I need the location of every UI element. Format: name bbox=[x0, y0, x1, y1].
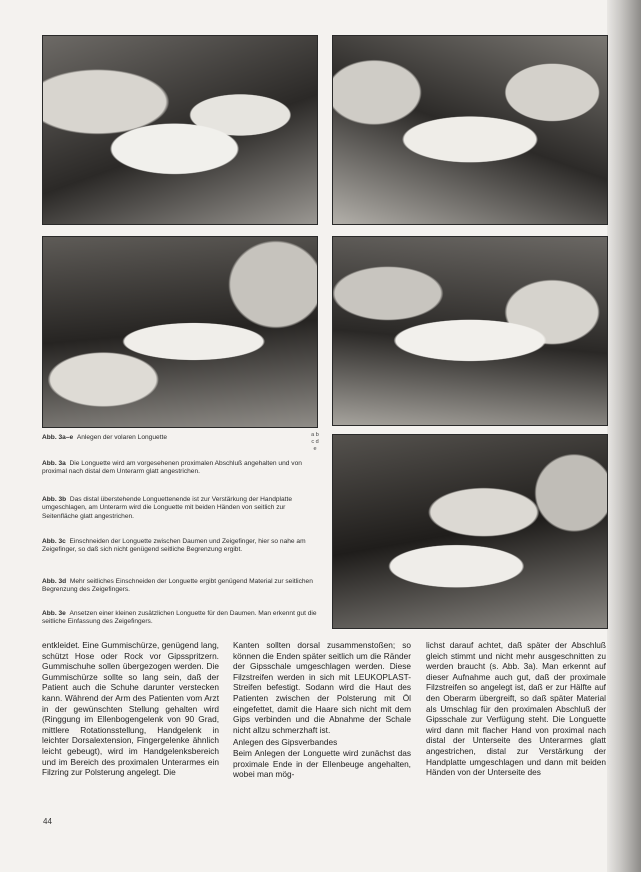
caption-main bbox=[42, 434, 302, 442]
section-heading: Anlegen des Gipsverbandes bbox=[233, 737, 338, 748]
photo-3c bbox=[42, 236, 318, 428]
photo-3b bbox=[332, 35, 608, 225]
body-column-2 bbox=[233, 640, 411, 780]
caption-3d-label: Abb. 3d bbox=[42, 578, 67, 585]
mark-row-3: e bbox=[313, 446, 317, 452]
body-column-3 bbox=[426, 640, 606, 778]
caption-3c-label: Abb. 3c bbox=[42, 538, 66, 545]
caption-3c-text: Einschneiden der Longuette zwischen Daumen und Zeigefinger, hier so nahe am Zeigefinger, so daß sich nicht genügend seitliche Begrenzung ergibt. bbox=[42, 538, 306, 554]
caption-3b bbox=[42, 496, 318, 521]
caption-3c bbox=[42, 538, 318, 555]
photo-3e bbox=[332, 434, 608, 629]
body-column-1 bbox=[42, 640, 219, 778]
caption-3e-label: Abb. 3e bbox=[42, 610, 66, 617]
page-number: 44 bbox=[43, 817, 52, 826]
caption-main-text: Anlegen der volaren Longuette bbox=[76, 434, 168, 441]
body-paragraph-3: Beim Anlegen der Longuette wird zunächst das proximale Ende in der Ellenbeuge angehalten, wobei man mög- bbox=[233, 747, 411, 780]
mark-row-1: a b bbox=[311, 432, 319, 438]
caption-3b-text: Das distal überstehende Longuettenende ist zur Verstärkung der Handplatte umgeschlagen, am Unterarm wird die Longuette mit beiden Händen von seitlich zur Seitenfläche glatt angestrichen. bbox=[42, 496, 292, 520]
body-paragraph-1: entkleidet. Eine Gummischürze, genügend lang, schützt Hose oder Rock vor Gipsspritzern. Gummischuhe sollen übergezogen werden. Die Gummischürze sollte so lang sein, daß der Patient auch die Schuhe darunter verstecken kann. Während der Arm des Patienten vom Arzt in der gewünschten Stellung gehalten wird (Ringgung im Ellenbogengelenk von 90 Grad, mittlere Rotationsstellung, Handgelenk in leichter Dorsalextension, Fingergelenke ähnlich leicht gebeugt), wird im Handgelenksbereich und im Bereich des proximalen Unterarmes ein Filzring zur Polsterung angelegt. Die bbox=[42, 640, 219, 778]
photo-3a bbox=[42, 35, 318, 225]
caption-3d bbox=[42, 578, 318, 595]
body-paragraph-4: lichst darauf achtet, daß später der Abschluß gleich stimmt und nicht mehr ausgeschnitten zu werden braucht (s. Abb. 3a). Man erkennt auf dieser Aufnahme auch gut, daß der proximale Filzstreifen so angelegt ist, daß er zur Hälfte auf den Oberarm übergreift, so daß später Material als Umschlag für den proximalen Abschluß der Gipsschale zur Verfügung steht. Die Longuette wird dann mit flacher Hand von proximal nach distal der Unterseite des Unterarmes glatt angestrichen, distal zur Verstärkung der Handplatte umgeschlagen und dann mit beiden Händen von der Unterseite des bbox=[426, 640, 606, 778]
caption-3e bbox=[42, 610, 318, 627]
caption-3e-text: Ansetzen einer kleinen zusätzlichen Longuette für den Daumen. Man erkennt gut die seitliche Einfassung des Zeigefingers. bbox=[42, 610, 317, 626]
caption-3d-text: Mehr seitliches Einschneiden der Longuette ergibt genügend Material zur seitlichen Begrenzung des Zeigefingers. bbox=[42, 578, 313, 594]
binding-shadow bbox=[607, 0, 641, 872]
caption-3b-label: Abb. 3b bbox=[42, 496, 67, 503]
caption-3a-text: Die Longuette wird am vorgesehenen proximalen Abschluß angehalten und von proximal nach distal dem Unterarm glatt angestrichen. bbox=[42, 460, 302, 476]
body-paragraph-2: Kanten sollten dorsal zusammenstoßen; so können die Enden später seitlich um die Ränder der Gipsschale umgeschlagen werden. Diese Filzstreifen werden in sich mit LEUKOPLAST-Streifen befestigt. Sodann wird die Haut des Patienten zwischen der Polsterung mit Öl eingefettet, damit die Haare sich nicht mit dem Gips verbinden und die Abnahme der Schale nicht allzu schmerzhaft ist. bbox=[233, 640, 411, 735]
caption-3a bbox=[42, 460, 318, 477]
figure-position-key bbox=[308, 432, 322, 453]
mark-row-2: c d bbox=[311, 439, 319, 445]
photo-3d bbox=[332, 236, 608, 426]
caption-main-label: Abb. 3a–e bbox=[42, 434, 74, 441]
caption-3a-label: Abb. 3a bbox=[42, 460, 66, 467]
